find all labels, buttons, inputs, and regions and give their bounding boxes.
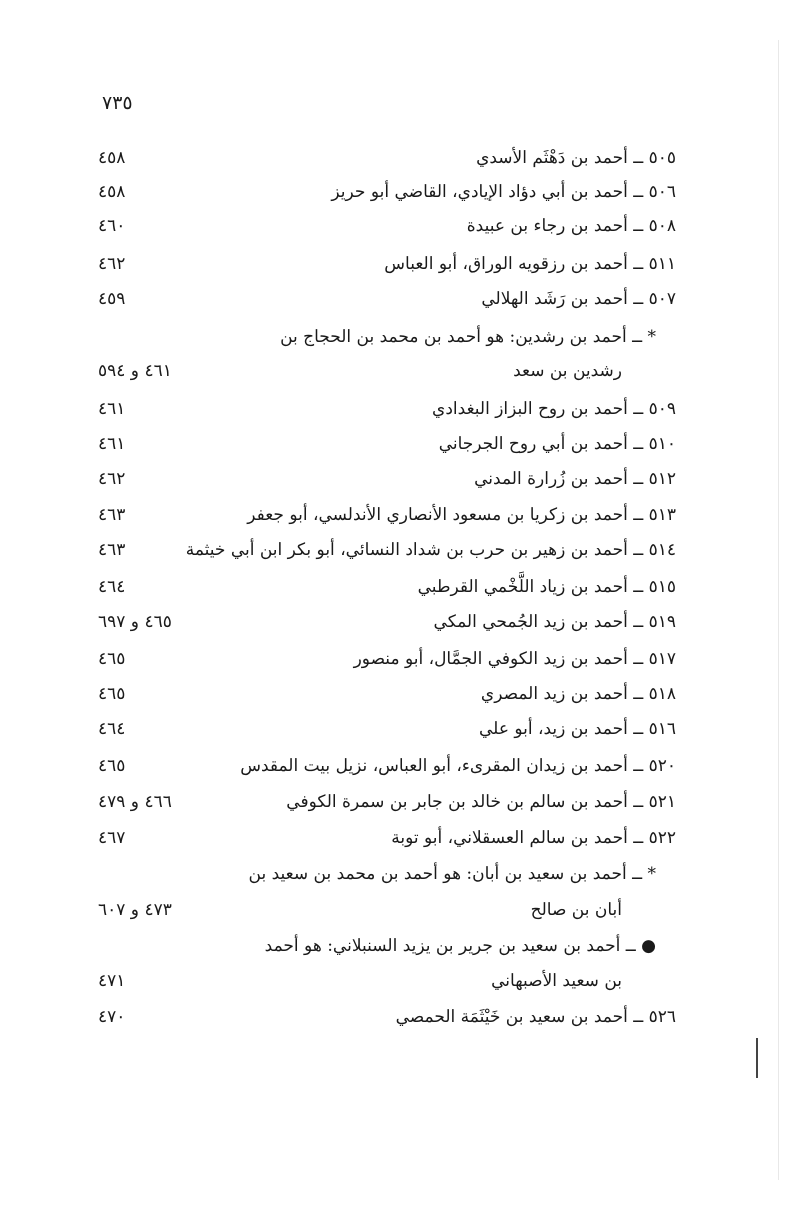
index-entry [98,712,676,746]
entry-pages: ٤٦٥ [98,756,126,776]
entry-title: ٥١٠ ــ أحمد بن أبي روح الجرجاني [438,434,676,454]
margin-mark [756,1038,758,1078]
index-entry [98,605,676,639]
entry-title: بن سعيد الأصبهاني [491,971,622,991]
page-edge-line [778,40,779,1180]
entry-title: ٥١٩ ــ أحمد بن زيد الجُمحي المكي [433,612,676,632]
entry-pages: ٤٥٩ [98,289,126,309]
entry-title: ٥١٥ ــ أحمد بن زياد اللَّخْمي القرطبي [417,577,676,597]
entry-pages: ٤٦٣ [98,505,126,525]
index-entry [98,533,676,567]
index-entry [98,677,676,711]
entry-title: ٥١٨ ــ أحمد بن زيد المصري [480,684,676,704]
entry-pages: ٤٦٤ [98,577,126,597]
entry-title: * ــ أحمد بن رشدين: هو أحمد بن محمد بن الحجاج بن [280,327,656,347]
index-entry [98,498,676,532]
index-entry [98,785,676,819]
entry-pages: ٤٦٢ [98,469,126,489]
entry-pages: ٤٦٥ و ٦٩٧ [98,612,172,632]
index-entry [98,282,676,316]
entry-title: ٥٢٦ ــ أحمد بن سعيد بن خَيْثَمَة الحمصي [395,1007,676,1027]
index-cross-reference [98,857,676,891]
entry-pages: ٤٦٦ و ٤٧٩ [98,792,172,812]
index-entry-continuation [98,964,676,998]
entry-title: ٥٠٩ ــ أحمد بن روح البزاز البغدادي [432,399,676,419]
entry-title: ٥٢٢ ــ أحمد بن سالم العسقلاني، أبو توبة [391,828,676,848]
index-entry [98,821,676,855]
entry-title: ٥١٦ ــ أحمد بن زيد، أبو علي [479,719,676,739]
index-entry [98,141,676,175]
entry-pages: ٤٧٠ [98,1007,126,1027]
page-number: ٧٣٥ [102,92,133,114]
index-entry [98,392,676,426]
entry-title: ● ــ أحمد بن سعيد بن جرير بن يزيد السنبلاني: هو أحمد [264,936,656,956]
entry-pages: ٤٧٣ و ٦٠٧ [98,900,172,920]
entry-pages: ٤٦٢ [98,254,126,274]
entry-pages: ٤٧١ [98,971,126,991]
index-entries [98,0,676,1213]
entry-pages: ٤٦١ [98,434,126,454]
entry-title: ٥١٤ ــ أحمد بن زهير بن حرب بن شداد النسائي، أبو بكر ابن أبي خيثمة [185,540,676,560]
index-entry [98,749,676,783]
index-cross-reference [98,320,676,354]
entry-title: ٥٠٨ ــ أحمد بن رجاء بن عبيدة [466,216,676,236]
entry-pages: ٤٥٨ [98,148,126,168]
index-entry-continuation [98,893,676,927]
entry-pages: ٤٦٧ [98,828,126,848]
entry-pages: ٤٥٨ [98,182,126,202]
index-entry [98,1000,676,1034]
entry-title: ٥١٣ ــ أحمد بن زكريا بن مسعود الأنصاري الأندلسي، أبو جعفر [247,505,676,525]
entry-title: ٥١٧ ــ أحمد بن زيد الكوفي الجمَّال، أبو منصور [353,649,676,669]
index-entry [98,462,676,496]
entry-title: رشدين بن سعد [513,361,622,381]
entry-pages: ٤٦٤ [98,719,126,739]
index-entry [98,570,676,604]
entry-pages: ٤٦١ [98,399,126,419]
entry-pages: ٤٦٠ [98,216,126,236]
entry-pages: ٤٦٥ [98,649,126,669]
entry-title: ٥١٢ ــ أحمد بن زُرارة المدني [474,469,676,489]
entry-title: ٥٠٧ ــ أحمد بن رَشَد الهلالي [481,289,676,309]
entry-pages: ٤٦٥ [98,684,126,704]
entry-pages: ٤٦٣ [98,540,126,560]
index-entry-continuation [98,354,676,388]
entry-pages: ٤٦١ و ٥٩٤ [98,361,172,381]
index-entry [98,209,676,243]
entry-title: ٥٠٦ ــ أحمد بن أبي دؤاد الإيادي، القاضي أبو حريز [331,182,676,202]
entry-title: ٥٢٠ ــ أحمد بن زيدان المقرىء، أبو العباس، نزيل بيت المقدس [240,756,676,776]
entry-title: أبان بن صالح [530,900,622,920]
entry-title: ٥١١ ــ أحمد بن رزقويه الوراق، أبو العباس [384,254,676,274]
index-entry [98,175,676,209]
entry-title: ٥٠٥ ــ أحمد بن دَهْثَم الأسدي [476,148,676,168]
index-entry [98,247,676,281]
entry-title: ٥٢١ ــ أحمد بن سالم بن خالد بن جابر بن سمرة الكوفي [286,792,676,812]
index-cross-reference [98,929,676,963]
entry-title: * ــ أحمد بن سعيد بن أبان: هو أحمد بن محمد بن سعيد بن [248,864,656,884]
index-entry [98,427,676,461]
index-entry [98,642,676,676]
